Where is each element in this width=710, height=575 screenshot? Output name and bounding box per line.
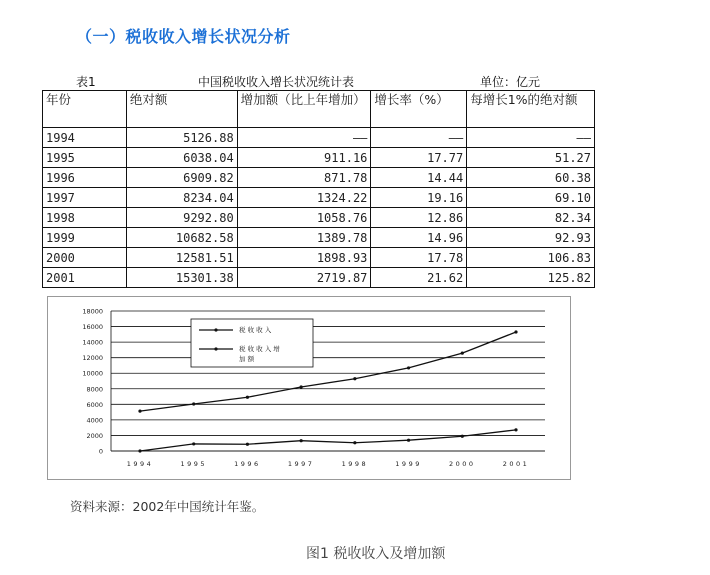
table-cell: 1999 <box>43 228 127 248</box>
table-cell: 82.34 <box>467 208 595 228</box>
table-cell: 1995 <box>43 148 127 168</box>
table-cell: 106.83 <box>467 248 595 268</box>
table-cell: 1996 <box>43 168 127 188</box>
y-tick-label: 8000 <box>86 385 103 394</box>
y-tick-label: 14000 <box>82 338 103 347</box>
header-growth-rate: 增长率（%） <box>371 91 467 128</box>
table-cell: 69.10 <box>467 188 595 208</box>
header-increase: 增加额（比上年增加） <box>237 91 371 128</box>
data-point <box>514 428 517 431</box>
table-cell: 5126.88 <box>126 128 237 148</box>
table-cell: 17.77 <box>371 148 467 168</box>
table-cell: 10682.58 <box>126 228 237 248</box>
data-point <box>407 366 410 369</box>
table-cell: 15301.38 <box>126 268 237 288</box>
table-cell: 1997 <box>43 188 127 208</box>
table-cell: 6909.82 <box>126 168 237 188</box>
x-tick-label: 1997 <box>287 460 315 468</box>
table-body <box>43 128 595 288</box>
table-cell: 12.86 <box>371 208 467 228</box>
data-point <box>192 442 195 445</box>
table-cell: 19.16 <box>371 188 467 208</box>
table-cell: 17.78 <box>371 248 467 268</box>
table-title: 中国税收收入增长状况统计表 <box>198 75 355 89</box>
table-cell: 51.27 <box>467 148 595 168</box>
x-tick-label: 1998 <box>341 460 369 468</box>
data-point <box>246 396 249 399</box>
table-unit: 单位：亿元 <box>480 75 541 89</box>
table-cell: 12581.51 <box>126 248 237 268</box>
y-tick-label: 10000 <box>82 369 103 378</box>
y-tick-label: 18000 <box>82 307 103 316</box>
x-tick-label: 1996 <box>234 460 261 468</box>
chart-container <box>47 296 571 480</box>
table-cell: 1324.22 <box>237 188 371 208</box>
data-source: 资料来源：2002年中国统计年鉴。 <box>70 499 265 514</box>
data-point <box>353 377 356 380</box>
table-row <box>43 248 595 268</box>
legend-marker <box>214 347 217 350</box>
data-point <box>300 385 303 388</box>
y-tick-label: 2000 <box>86 431 103 440</box>
data-point <box>407 439 410 442</box>
table-row <box>43 188 595 208</box>
data-point <box>138 410 141 413</box>
statistics-table <box>42 90 595 288</box>
data-point <box>300 439 303 442</box>
table-cell: 911.16 <box>237 148 371 168</box>
table-cell: 1994 <box>43 128 127 148</box>
table-cell: 125.82 <box>467 268 595 288</box>
y-tick-label: 4000 <box>86 416 103 425</box>
y-tick-label: 6000 <box>86 400 103 409</box>
data-point <box>461 352 464 355</box>
legend-label: 加 额 <box>239 355 255 363</box>
table-cell: 1389.78 <box>237 228 371 248</box>
table-cell: 6038.04 <box>126 148 237 168</box>
data-point <box>461 435 464 438</box>
x-tick-label: 1999 <box>395 460 422 468</box>
table-cell: 14.44 <box>371 168 467 188</box>
table-cell: 14.96 <box>371 228 467 248</box>
table-header-row <box>43 91 595 128</box>
header-absolute: 绝对额 <box>126 91 237 128</box>
header-year: 年份 <box>43 91 127 128</box>
table-cell: 2001 <box>43 268 127 288</box>
table-cell: 1998 <box>43 208 127 228</box>
y-tick-label: 16000 <box>82 323 103 332</box>
data-point <box>353 441 356 444</box>
data-point <box>192 402 195 405</box>
y-tick-label: 12000 <box>82 354 103 363</box>
legend-label: 税 收 收 入 增 <box>239 345 280 353</box>
table-cell: —— <box>467 128 595 148</box>
table-label: 表1 <box>76 75 96 89</box>
table-row <box>43 228 595 248</box>
data-point <box>246 443 249 446</box>
table-cell: 21.62 <box>371 268 467 288</box>
table-cell: —— <box>371 128 467 148</box>
table-cell: —— <box>237 128 371 148</box>
legend-marker <box>214 328 217 331</box>
header-per-percent: 每增长1%的绝对额 <box>467 91 595 128</box>
x-tick-label: 1995 <box>180 460 207 468</box>
data-point <box>514 330 517 333</box>
table-row <box>43 148 595 168</box>
line-chart <box>48 297 570 479</box>
x-tick-label: 2000 <box>449 460 476 468</box>
table-cell: 9292.80 <box>126 208 237 228</box>
table-cell: 871.78 <box>237 168 371 188</box>
table-cell: 2719.87 <box>237 268 371 288</box>
table-cell: 1058.76 <box>237 208 371 228</box>
series-line <box>140 430 516 451</box>
table-cell: 1898.93 <box>237 248 371 268</box>
y-tick-label: 0 <box>98 447 103 456</box>
table-cell: 60.38 <box>467 168 595 188</box>
x-tick-label: 2001 <box>502 460 530 468</box>
table-row <box>43 268 595 288</box>
section-heading: （一）税收收入增长状况分析 <box>76 27 291 46</box>
table-cell: 2000 <box>43 248 127 268</box>
table-row <box>43 168 595 188</box>
x-tick-label: 1994 <box>126 460 154 468</box>
table-cell: 8234.04 <box>126 188 237 208</box>
table-row <box>43 128 595 148</box>
table-row <box>43 208 595 228</box>
data-point <box>138 449 141 452</box>
legend-label: 税 收 收 入 <box>239 326 272 334</box>
table-cell: 92.93 <box>467 228 595 248</box>
figure-caption: 图1 税收收入及增加额 <box>306 546 446 562</box>
